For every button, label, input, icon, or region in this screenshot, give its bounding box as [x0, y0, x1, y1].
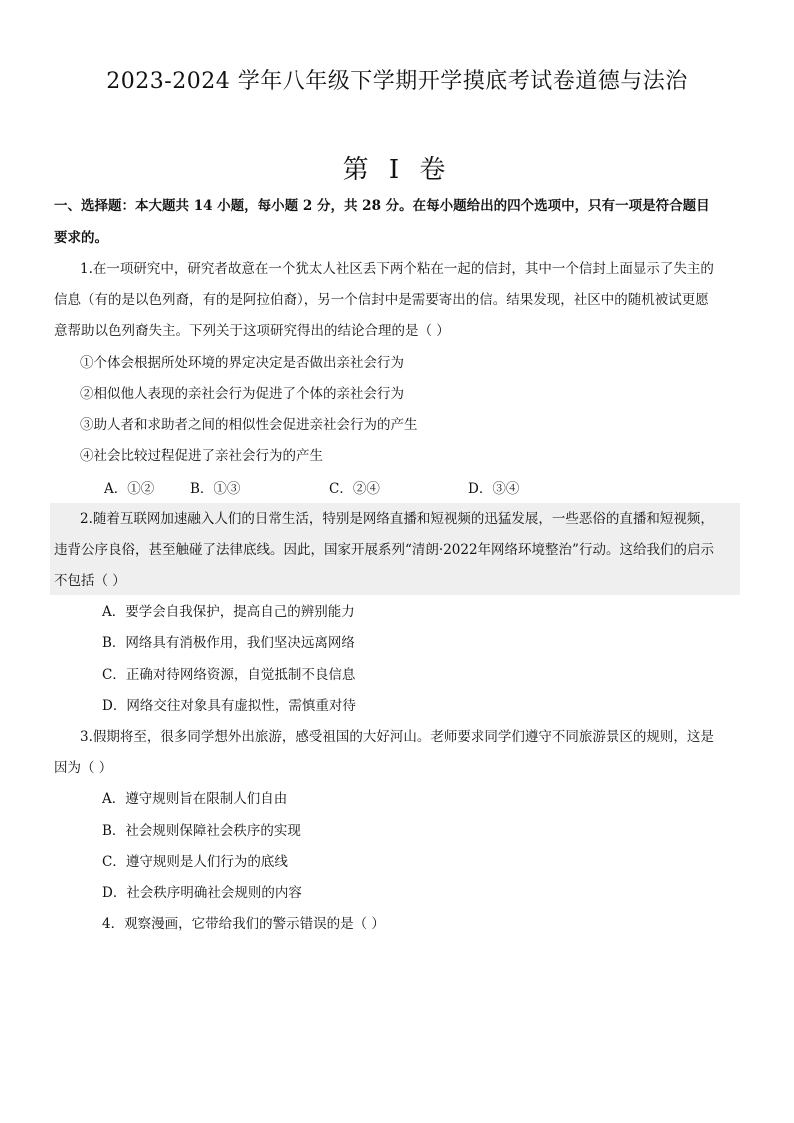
question-1-option-a: A．①② — [104, 481, 155, 497]
question-3-option-b: B．社会规则保障社会秩序的实现 — [102, 823, 301, 839]
question-1-option-b: B．①③ — [190, 481, 241, 497]
question-2-option-a: A．要学会自我保护，提高自己的辨别能力 — [102, 604, 355, 620]
question-2-stem: 不包括（ ） — [54, 573, 126, 589]
question-3-option-c: C．遵守规则是人们行为的底线 — [102, 854, 288, 870]
question-1-stem: 1.在一项研究中，研究者故意在一个犹太人社区丢下两个粘在一起的信封，其中一个信封上面显示了失主的 — [80, 261, 714, 277]
question-3-option-d: D．社会秩序明确社会规则的内容 — [102, 885, 302, 901]
question-2-option-b: B．网络具有消极作用，我们坚决远离网络 — [102, 635, 355, 651]
question-2-stem: 2.随着互联网加速融入人们的日常生活，特别是网络直播和短视频的迅猛发展，一些恶俗的直播和短视频， — [80, 511, 714, 527]
question-2-stem: 违背公序良俗，甚至触碰了法律底线。因此，国家开展系列“清朗·2022年网络环境整治”行动。这给我们的启示 — [54, 542, 714, 558]
question-3-stem: 3.假期将至，很多同学想外出旅游，感受祖国的大好河山。老师要求同学们遵守不同旅游景区的规则，这是 — [80, 729, 714, 745]
question-3-stem: 因为（ ） — [54, 760, 113, 776]
question-1-option-c: C．②④ — [329, 481, 380, 497]
exam-title: 2023-2024 学年八年级下学期开学摸底考试卷道德与法治 — [106, 69, 688, 94]
question-3-option-a: A．遵守规则旨在限制人们自由 — [102, 791, 288, 807]
question-4-stem: 4．观察漫画，它带给我们的警示错误的是（ ） — [102, 916, 385, 932]
question-2-option-c: C．正确对待网络资源，自觉抵制不良信息 — [102, 667, 356, 683]
question-1-stem: 信息（有的是以色列裔，有的是阿拉伯裔），另一个信封中是需要寄出的信。结果发现，社区中的随机被试更愿 — [54, 292, 709, 308]
question-1-statement: ①个体会根据所处环境的界定决定是否做出亲社会行为 — [80, 355, 404, 371]
question-1-option-d: D．③④ — [468, 481, 520, 497]
question-1-statement: ④社会比较过程促进了亲社会行为的产生 — [80, 448, 323, 464]
question-1-statement: ③助人者和求助者之间的相似性会促进亲社会行为的产生 — [80, 417, 418, 433]
question-1-stem: 意帮助以色列裔失主。下列关于这项研究得出的结论合理的是（ ） — [54, 323, 450, 339]
instructions-line: 要求的。 — [54, 230, 108, 246]
section-title: 第 I 卷 — [342, 155, 452, 185]
instructions-line: 一、选择题：本大题共 14 小题，每小题 2 分，共 28 分。在每小题给出的四个选项中，只有一项是符合题目 — [54, 198, 710, 214]
question-1-statement: ②相似他人表现的亲社会行为促进了个体的亲社会行为 — [80, 386, 404, 402]
question-2-option-d: D．网络交往对象具有虚拟性，需慎重对待 — [102, 698, 356, 714]
